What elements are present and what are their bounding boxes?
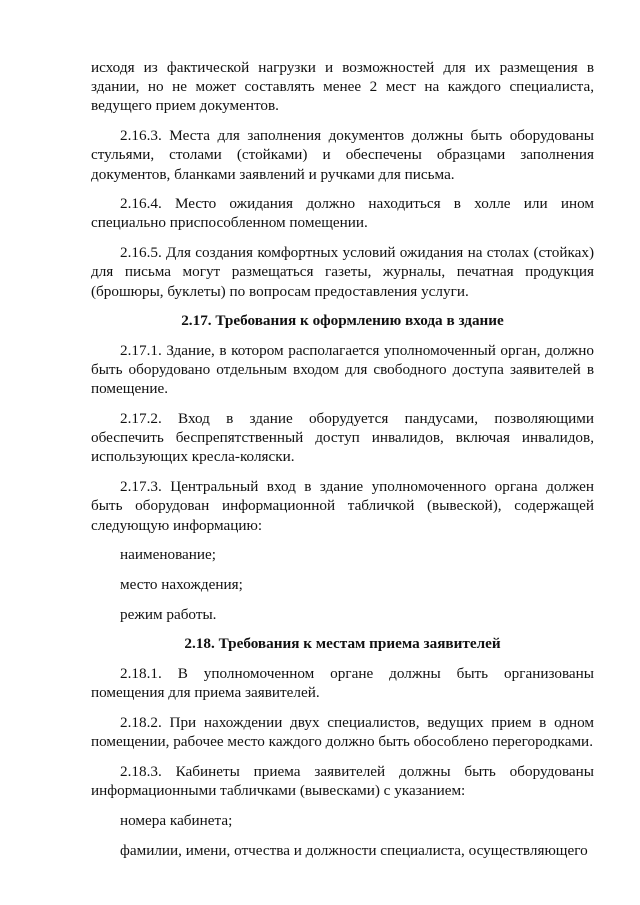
list-item-room: номера кабинета; [120, 811, 233, 829]
paragraph-2-17-3: 2.17.3. Центральный вход в здание уполномоченного органа должен быть оборудован информационной табличкой (вывеской), содержащей следующую информацию: [91, 478, 594, 534]
paragraph-2-16-4: 2.16.4. Место ожидания должно находиться в холле или ином специально приспособленном помещении. [91, 195, 594, 232]
heading-2-18: 2.18. Требования к местам приема заявителей [184, 635, 501, 653]
list-item-name: наименование; [120, 546, 216, 564]
heading-2-17: 2.17. Требования к оформлению входа в здание [181, 312, 504, 330]
list-item-schedule: режим работы. [120, 605, 217, 623]
paragraph-2-17-2: 2.17.2. Вход в здание оборудуется пандусами, позволяющими обеспечить беспрепятственный доступ инвалидов, включая инвалидов, использующих кресла-коляски. [91, 410, 594, 466]
paragraph-2-16-3: 2.16.3. Места для заполнения документов должны быть оборудованы стульями, столами (стойками) и обеспечены образцами заполнения документов, бланками заявлений и ручками для письма. [91, 127, 594, 183]
paragraph-2-18-1: 2.18.1. В уполномоченном органе должны быть организованы помещения для приема заявителей. [91, 665, 594, 702]
paragraph-last: фамилии, имени, отчества и должности специалиста, осуществляющего [120, 841, 588, 859]
paragraph-intro: исходя из фактической нагрузки и возможностей для их размещения в здании, но не может составлять менее 2 мест на каждого специалиста, ведущего прием документов. [91, 59, 594, 115]
paragraph-2-18-3: 2.18.3. Кабинеты приема заявителей должны быть оборудованы информационными табличками (вывесками) с указанием: [91, 762, 594, 800]
list-item-location: место нахождения; [120, 575, 243, 593]
paragraph-2-18-2: 2.18.2. При нахождении двух специалистов, ведущих прием в одном помещении, рабочее место каждого должно быть обособлено перегородками. [91, 713, 594, 751]
paragraph-2-16-5: 2.16.5. Для создания комфортных условий ожидания на столах (стойках) для письма могут размещаться газеты, журналы, печатная продукция (брошюры, буклеты) по вопросам предоставления услуги. [91, 244, 594, 300]
document-page [91, 58, 594, 870]
paragraph-2-17-1: 2.17.1. Здание, в котором располагается уполномоченный орган, должно быть оборудовано отдельным входом для свободного доступа заявителей в помещение. [91, 341, 594, 398]
